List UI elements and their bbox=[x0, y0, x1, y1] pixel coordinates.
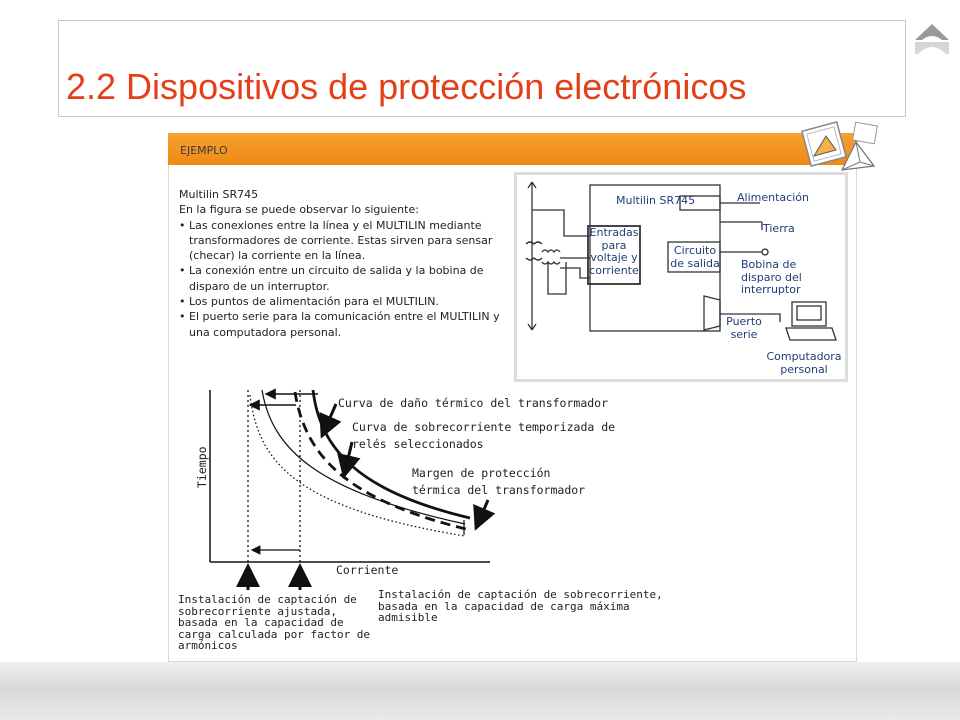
serial-port-label: Puerto serie bbox=[726, 315, 762, 341]
example-label: EJEMPLO bbox=[180, 144, 228, 157]
home-icon bbox=[912, 18, 952, 58]
multilin-label: Multilin SR745 bbox=[616, 194, 696, 207]
inputs-label: Entradas para voltaje y corriente bbox=[589, 226, 639, 277]
power-label: Alimentación bbox=[737, 191, 809, 204]
max-pickup-label: Instalación de captación de sobrecorriente, basada en la capacidad de carga máxima admisible bbox=[378, 588, 663, 624]
damage-curve-label: Curva de daño térmico del transformador bbox=[338, 396, 609, 410]
intro-text: En la figura se puede observar lo siguiente: bbox=[179, 203, 419, 217]
page-title: 2.2 Dispositivos de protección electrónicos bbox=[66, 66, 747, 107]
list-item: • Los puntos de alimentación para el MULTILIN. bbox=[179, 294, 509, 309]
output-circuit-label: Circuito de salida bbox=[670, 244, 720, 270]
margin-label-1: Margen de protección bbox=[412, 466, 551, 480]
computer-label: Computadora personal bbox=[766, 350, 842, 376]
list-item: • Las conexiones entre la línea y el MULTILIN mediante transformadores de corriente. Estas sirven para sensar (checar) la corriente en la línea. bbox=[179, 218, 509, 264]
description-block bbox=[179, 187, 509, 340]
home-button[interactable] bbox=[912, 18, 952, 58]
bullet-list bbox=[179, 218, 509, 340]
example-header-bar bbox=[168, 133, 857, 165]
device-heading: Multilin SR745 bbox=[179, 188, 259, 201]
relay-curve-label-1: Curva de sobrecorriente temporizada de bbox=[352, 420, 616, 434]
x-axis-label: Corriente bbox=[336, 563, 399, 577]
y-axis-label: Tiempo bbox=[195, 446, 209, 488]
list-item: • El puerto serie para la comunicación entre el MULTILIN y una computadora personal. bbox=[179, 309, 509, 340]
adjusted-pickup-label: Instalación de captación de sobrecorriente ajustada, basada en la capacidad de carga calculada por factor de armónicos bbox=[178, 593, 371, 652]
ground-label: Tierra bbox=[763, 222, 795, 235]
relay-curve-label-2: relés seleccionados bbox=[352, 437, 484, 451]
list-item: • La conexión entre un circuito de salida y la bobina de disparo de un interruptor. bbox=[179, 263, 509, 294]
footer-band bbox=[0, 662, 960, 720]
trip-coil-label: Bobina de disparo del interruptor bbox=[741, 258, 802, 296]
margin-label-2: térmica del transformador bbox=[412, 483, 586, 497]
